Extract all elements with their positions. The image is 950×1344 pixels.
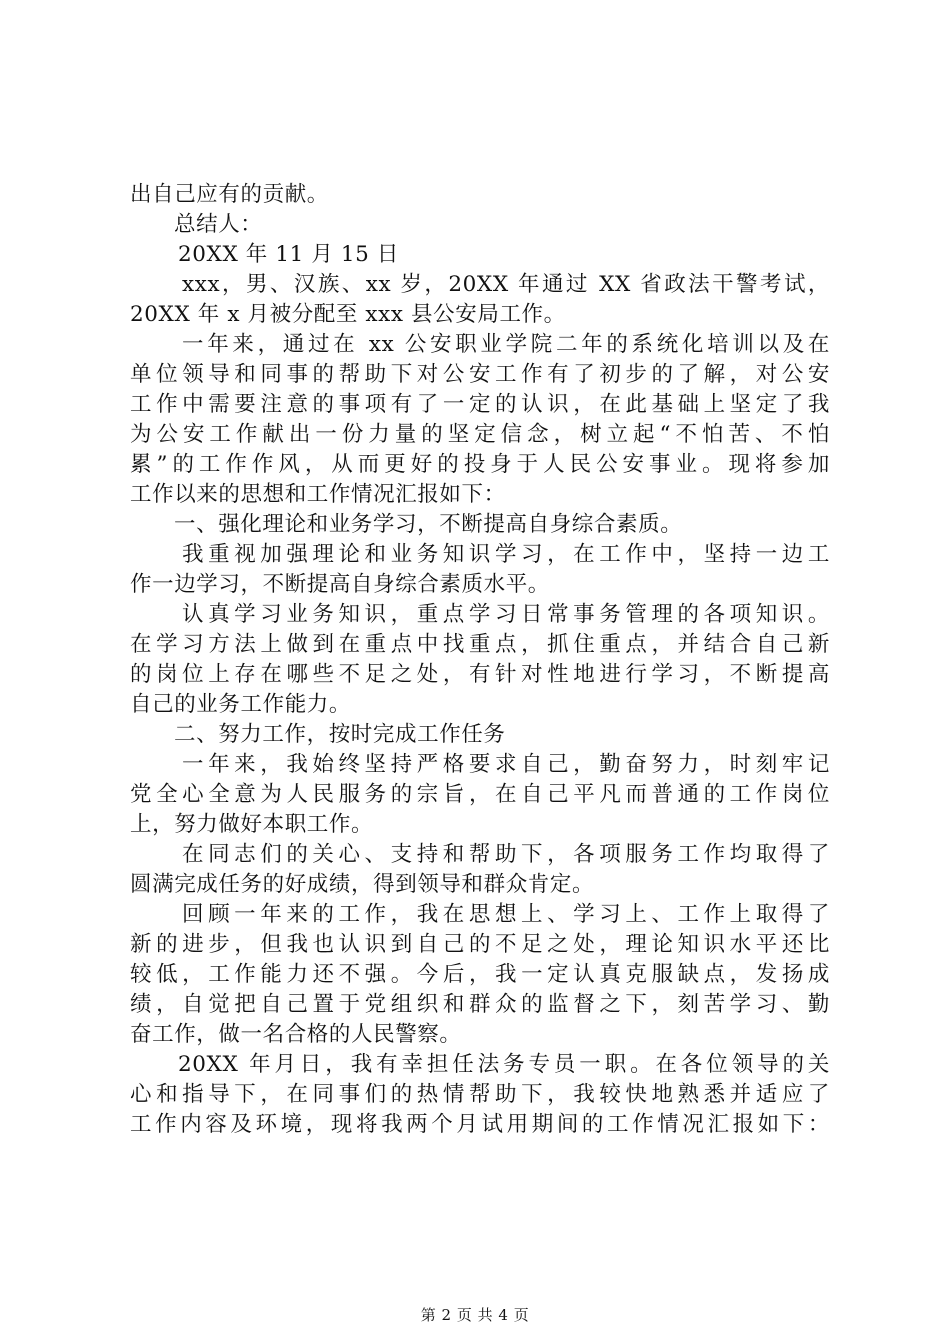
text-line: 二、努力工作，按时完成工作任务 [174,722,506,747]
text-line: 工作中需要注意的事项有了一定的认识，在此基础上坚定了我 [130,392,830,417]
text-line: 较低，工作能力还不强。今后，我一定认真克服缺点，发扬成 [130,962,830,987]
text-line: 党全心全意为人民服务的宗旨，在自己平凡而普通的工作岗位 [130,782,830,807]
text-line: 在同志们的关心、支持和帮助下，各项服务工作均取得了 [182,842,830,867]
document-body [130,180,830,1140]
text-line: 累”的工作作风，从而更好的投身于人民公安事业。现将参加 [130,452,830,477]
text-line: 作一边学习，不断提高自身综合素质水平。 [130,572,550,597]
text-line: 的岗位上存在哪些不足之处，有针对性地进行学习，不断提高 [130,662,830,687]
text-line: 工作内容及环境，现将我两个月试用期间的工作情况汇报如下： [130,1112,830,1137]
text-line: 绩，自觉把自己置于党组织和群众的监督之下，刻苦学习、勤 [130,992,830,1017]
text-line: 20XX 年 x 月被分配至 xxx 县公安局工作。 [130,302,566,327]
text-line: 认真学习业务知识，重点学习日常事务管理的各项知识。 [182,602,830,627]
text-line: 回顾一年来的工作，我在思想上、学习上、工作上取得了 [182,902,830,927]
text-line: 一年来，通过在 xx 公安职业学院二年的系统化培训以及在 [182,332,830,357]
text-line: 心和指导下，在同事们的热情帮助下，我较快地熟悉并适应了 [130,1082,830,1107]
text-line: 上，努力做好本职工作。 [130,812,374,837]
text-line: 在学习方法上做到在重点中找重点，抓住重点，并结合自己新 [130,632,830,657]
text-line: 出自己应有的贡献。 [130,182,329,207]
text-line: 一年来，我始终坚持严格要求自己，勤奋努力，时刻牢记 [182,752,830,777]
text-line: 单位领导和同事的帮助下对公安工作有了初步的了解，对公安 [130,362,830,387]
text-line: 为公安工作献出一份力量的坚定信念，树立起“不怕苦、不怕 [130,422,830,447]
text-line: 奋工作，做一名合格的人民警察。 [130,1022,462,1047]
text-line: 自己的业务工作能力。 [130,692,352,717]
page-number-footer: 第 2 页 共 4 页 [420,1306,530,1324]
text-line: 20XX 年 11 月 15 日 [178,242,399,267]
text-line: 一、强化理论和业务学习，不断提高自身综合素质。 [174,512,683,537]
text-line: 总结人： [174,212,263,237]
text-line: 工作以来的思想和工作情况汇报如下： [130,482,506,507]
text-line: 圆满完成任务的好成绩，得到领导和群众肯定。 [130,872,595,897]
text-line: 新的进步，但我也认识到自己的不足之处，理论知识水平还比 [130,932,830,957]
text-line: xxx，男、汉族、xx 岁，20XX 年通过 XX 省政法干警考试， [182,272,830,297]
text-line: 20XX 年月日，我有幸担任法务专员一职。在各位领导的关 [178,1052,830,1077]
text-line: 我重视加强理论和业务知识学习，在工作中，坚持一边工 [182,542,830,567]
